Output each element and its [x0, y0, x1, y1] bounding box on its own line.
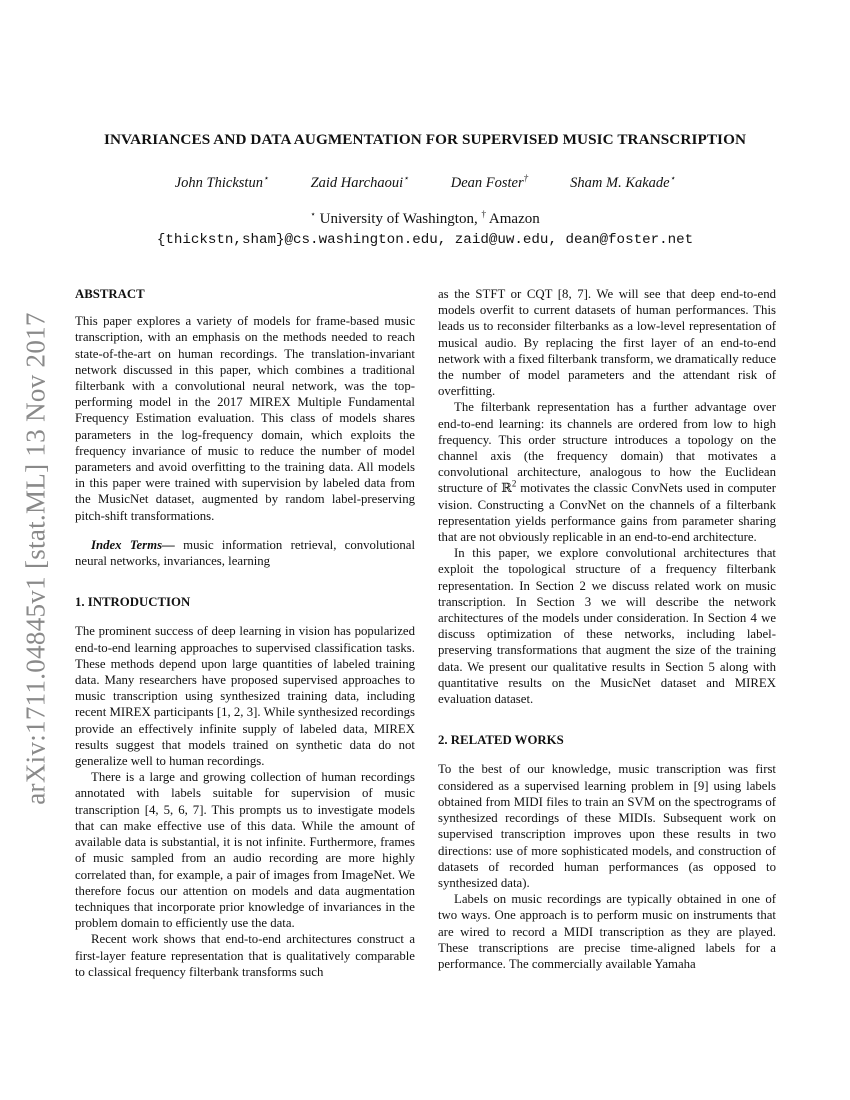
affiliations: ⋆ University of Washington, † Amazon: [310, 209, 540, 227]
author-emails: {thickstn,sham}@cs.washington.edu, zaid@uw.edu, dean@foster.net: [156, 232, 694, 248]
author-name: John Thickstun⋆: [174, 173, 269, 191]
left-column: [75, 286, 415, 980]
intro-paragraph: The prominent success of deep learning in vision has popularized end-to-end learning approaches to supervised classification tasks. These methods depend upon large quantities of labeled training data. Many researchers have proposed supervised approaches to music transcription using synthesized training data, including recent MIREX participants [1, 2, 3]. While synthesized recordings provide an effectively infinite supply of labeled data, MIREX results suggest that models trained on synthetic data do not generalize well to human recordings.: [75, 624, 415, 769]
author-name: Dean Foster†: [450, 173, 529, 191]
paper-title: INVARIANCES AND DATA AUGMENTATION FOR SUPERVISED MUSIC TRANSCRIPTION: [103, 131, 747, 148]
abstract-heading: ABSTRACT: [75, 287, 145, 301]
arxiv-identifier-text: arXiv:1711.04845v1 [stat.ML] 13 Nov 2017: [20, 311, 51, 805]
intro-paragraph: In this paper, we explore convolutional architectures that exploit the topological structure of a frequency filterbank representation. In Section 2 we discuss related work on music transcription. In Section 3 we will describe the network architectures of the models under consideration. In Section 4 we discuss optimization of these networks, including label-preserving transformations that augment the size of the training data. We present our qualitative results in Section 5 along with quantitative results on the MusicNet dataset and MIREX evaluation dataset.: [438, 546, 776, 707]
right-column: [438, 286, 776, 972]
arxiv-identifier-stamp: [16, 288, 56, 828]
index-terms: Index Terms— music information retrieval, convolutional neural networks, invariances, learning: [75, 537, 416, 569]
intro-paragraph: as the STFT or CQT [8, 7]. We will see that deep end-to-end models overfit to current datasets of human performances. This leads us to reconsider filterbanks as a low-level representation of musical audio. By replacing the first layer of an end-to-end network with a fixed filterbank transform, we dramatically reduce the number of model parameters and the attendant risk of overfitting.: [438, 287, 776, 399]
author-name: Zaid Harchaoui⋆: [310, 173, 409, 191]
author-name: Sham M. Kakade⋆: [570, 173, 676, 191]
related-works-heading: 2. RELATED WORKS: [438, 733, 564, 748]
intro-paragraph: The filterbank representation has a further advantage over end-to-end learning: its channels are ordered from low to high frequency. This order structure introduces a topology on the channel axis (the frequency domain) that motivates a convolutional architecture, analogous to how the Euclidean structure of ℝ$^2$ motivates the classic ConvNets used in computer vision. Constructing a ConvNet on the channels of a filterbank representation yields performance gains from parameter sharing that are not obviously replicable in an end-to-end architecture.: [438, 400, 776, 545]
related-paragraph: Labels on music recordings are typically obtained in one of two ways. One approach is to perform music on instruments that are wired to record a MIDI transcription as they are played. These transcriptions are precise time-aligned labels for a performance. The commercially available Yamaha: [438, 892, 776, 971]
introduction-heading: 1. INTRODUCTION: [75, 595, 191, 610]
intro-paragraph: Recent work shows that end-to-end architectures construct a first-layer feature representation that is qualitatively comparable to classical frequency filterbank transforms such: [75, 932, 415, 979]
author-list: [75, 175, 775, 192]
related-paragraph: To the best of our knowledge, music transcription was first considered as a supervised learning problem in [9] using labels obtained from MIDI files to train an SVM on the spectrograms of synthesized recordings of these MIDIs. Subsequent work on supervised transcription improves upon these results in two directions: use of more sophisticated models, and construction of datasets of recorded human performances (as opposed to synthesized data).: [438, 762, 776, 890]
intro-paragraph: There is a large and growing collection of human recordings annotated with labels suitable for supervision of music transcription [4, 5, 6, 7]. This prompts us to investigate models that can make effective use of this data. While the amount of available data is substantial, it is not infinite. Furthermore, frames of music sampled from an audio recording are more highly correlated than, for example, a pair of images from ImageNet. We therefore focus our attention on models and data augmentation techniques that incorporate prior knowledge of invariances in the problem domain to efficiently use the data.: [75, 770, 415, 931]
abstract-text: This paper explores a variety of models for frame-based music transcription, with an emphasis on the methods needed to reach state-of-the-art on human recordings. The translation-invariant network discussed in this paper, which combines a traditional filterbank with a convolutional neural network, was the top-performing model in the 2017 MIREX Multiple Fundamental Frequency Estimation evaluation. This class of models shares parameters in the log-frequency domain, which exploits the frequency invariance of music to reduce the number of model parameters and avoid overfitting to the training data. All models in this paper were trained with supervision by labeled data from the MusicNet dataset, augmented by random label-preserving pitch-shift transformations.: [75, 314, 415, 523]
